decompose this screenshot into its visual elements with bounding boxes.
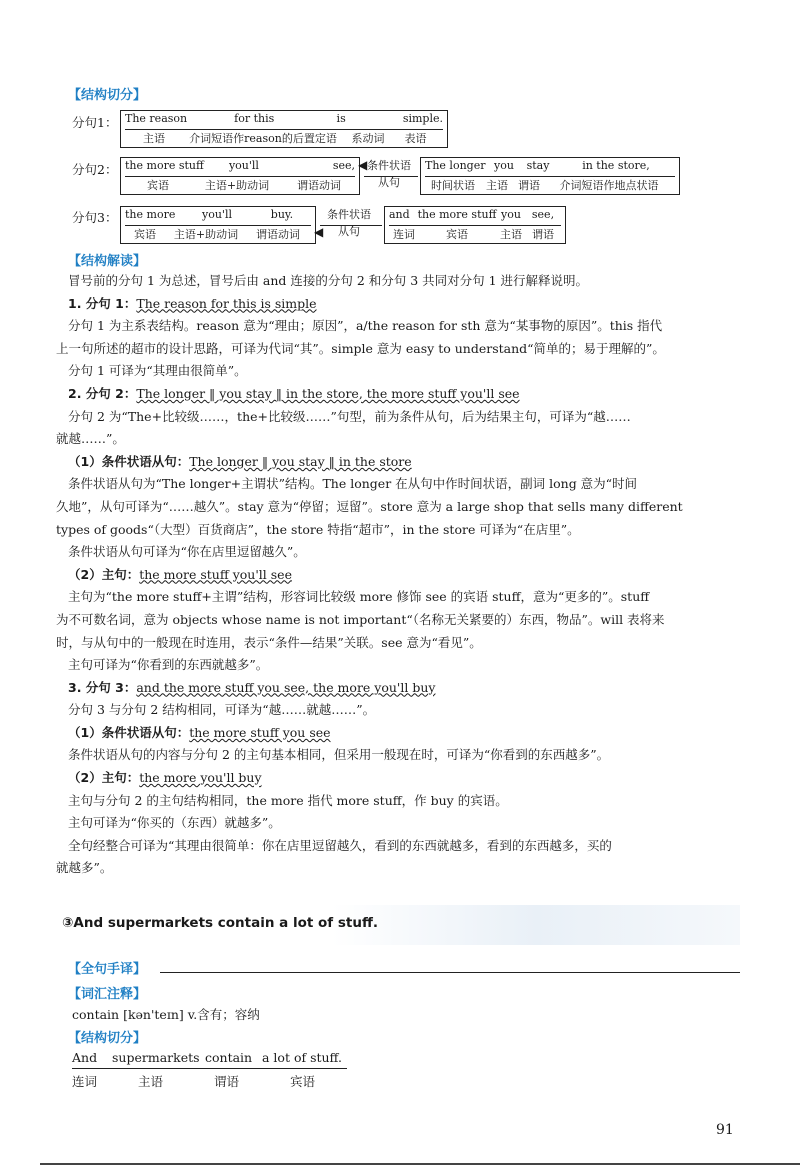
clause-3-main-box bbox=[120, 206, 316, 244]
underlined-sentence: the more stuff you'll see bbox=[139, 566, 292, 582]
clause-1-label: 分句1： bbox=[72, 115, 118, 130]
paragraph-line: 条件状语从句为“The longer+主谓状”结构。The longer 在从句中作时间状语，副词 long 意为“时间 bbox=[68, 476, 638, 492]
clause-3-condition-box bbox=[384, 206, 566, 244]
clause-3-word: you bbox=[501, 208, 521, 221]
connector-line bbox=[364, 176, 418, 177]
clause-1-role: 介词短语作reason的后置定语 bbox=[189, 132, 337, 145]
sub-heading bbox=[68, 722, 748, 745]
clause-1-word: The reason bbox=[125, 112, 188, 125]
arrow-left-icon: ◀ bbox=[314, 225, 324, 239]
heading-label: （1）条件状语从句： bbox=[68, 453, 190, 469]
underlined-sentence: The longer ‖ you stay ‖ in the store bbox=[189, 453, 412, 469]
clause-2-word: see, bbox=[332, 159, 355, 172]
section-tag-reading: 【结构解读】 bbox=[68, 254, 147, 269]
clause-1-role: 系动词 bbox=[351, 132, 385, 145]
paragraph-line: 条件状语从句的内容与分句 2 的主句基本相同，但采用一般现在时，可译为“你看到的东西越多”。 bbox=[68, 747, 610, 763]
clause-3-word: and bbox=[389, 208, 410, 221]
sentence-3-word: a lot of stuff. bbox=[262, 1050, 342, 1065]
clause-2-role: 介词短语作地点状语 bbox=[559, 179, 659, 192]
clause-3-role: 主语 bbox=[500, 228, 522, 241]
connector-line bbox=[320, 225, 382, 226]
clause-1-role: 主语 bbox=[143, 132, 165, 145]
clause-3-word: see, bbox=[531, 208, 555, 221]
clause-2-word: you bbox=[494, 159, 514, 172]
clause-3-role: 谓语动词 bbox=[256, 228, 300, 241]
paragraph-line: 就越……”。 bbox=[56, 431, 125, 447]
heading-label: 2. 分句 2： bbox=[68, 385, 137, 401]
sentence-3-role: 谓语 bbox=[214, 1074, 240, 1089]
paragraph-line: types of goods“（大型）百货商店”，the store 特指“超市”，in the store 可译为“在店里”。 bbox=[56, 521, 580, 537]
heading-label: 1. 分句 1： bbox=[68, 295, 137, 311]
clause-3-role: 谓语 bbox=[532, 228, 554, 241]
paragraph-line: 分句 1 可译为“其理由很简单”。 bbox=[68, 363, 247, 379]
clause-3-word: the more bbox=[125, 208, 176, 221]
clause-2-main-box bbox=[120, 157, 360, 195]
clause-2-word: the more stuff bbox=[125, 159, 204, 172]
intro-text: 冒号前的分句 1 为总述，冒号后由 and 连接的分句 2 和分句 3 共同对分句 1 进行解释说明。 bbox=[68, 273, 589, 288]
paragraph-line: 分句 1 为主系表结构。reason 意为“理由；原因”，a/the reason for sth 意为“某事物的原因”。this 指代 bbox=[68, 318, 663, 334]
clause-2-word: you'll bbox=[228, 159, 259, 172]
clause-3-word: the more stuff bbox=[417, 208, 497, 221]
paragraph-line: 条件状语从句可译为“你在店里逗留越久”。 bbox=[68, 544, 306, 560]
clause-1-word: for this bbox=[234, 112, 275, 125]
clause-2-condition-note bbox=[360, 157, 418, 191]
clause-1-word: simple. bbox=[402, 112, 443, 125]
clause-3-role: 宾语 bbox=[446, 228, 468, 241]
condition-label: 从句 bbox=[338, 225, 360, 238]
sentence-3-role: 主语 bbox=[138, 1074, 164, 1089]
paragraph-line: 就越多”。 bbox=[56, 860, 113, 876]
paragraph-line: 时，与从句中的一般现在时连用，表示“条件—结果”关联。see 意为“看见”。 bbox=[56, 634, 482, 650]
clause-3-role: 主语+助动词 bbox=[173, 228, 239, 241]
paragraph-line: 主句与分句 2 的主句结构相同，the more 指代 more stuff，作 buy 的宾语。 bbox=[68, 792, 508, 808]
reading-body bbox=[56, 270, 748, 880]
sentence-3-word: contain bbox=[205, 1050, 253, 1065]
clause-1-heading bbox=[68, 293, 748, 316]
sentence-3: ③And supermarkets contain a lot of stuff. bbox=[62, 915, 379, 931]
paragraph-line: 全句经整合可译为“其理由很简单：你在店里逗留越久，看到的东西就越多，看到的东西越多，买的 bbox=[68, 837, 612, 853]
section-tag-struct-2: 【结构切分】 bbox=[68, 1031, 147, 1046]
sub-heading bbox=[68, 451, 748, 474]
arrow-left-icon: ◀ bbox=[358, 158, 368, 172]
clause-3-role: 宾语 bbox=[134, 228, 156, 241]
heading-label: （1）条件状语从句： bbox=[68, 724, 190, 740]
paragraph-line: 分句 3 与分句 2 结构相同，可译为“越……就越……”。 bbox=[68, 702, 376, 718]
paragraph-line: 主句为“the more stuff+主谓”结构，形容词比较级 more 修饰 see 的宾语 stuff，意为“更多的”。stuff bbox=[68, 589, 650, 605]
clause-1-box bbox=[120, 110, 448, 148]
clause-2-heading bbox=[68, 383, 748, 406]
underlined-sentence: the more you'll buy bbox=[139, 770, 262, 786]
clause-3-word: buy. bbox=[270, 208, 294, 221]
underlined-sentence: and the more stuff you see, the more you'll buy bbox=[136, 679, 436, 695]
sentence-3-word: supermarkets bbox=[112, 1050, 200, 1065]
clause-1-word: is bbox=[336, 112, 346, 125]
sub-heading bbox=[68, 564, 748, 587]
heading-label: （2）主句： bbox=[68, 770, 140, 786]
clause-3-label: 分句3： bbox=[72, 210, 118, 225]
clause-3-role: 连词 bbox=[393, 228, 415, 241]
clause-1-role: 表语 bbox=[404, 132, 427, 145]
section-tag-structure: 【结构切分】 bbox=[68, 88, 147, 103]
clause-2-label: 分句2： bbox=[72, 162, 118, 177]
clause-2-role: 主语 bbox=[486, 179, 508, 192]
page-number: 91 bbox=[716, 1122, 734, 1138]
underlined-sentence: The reason for this is simple bbox=[136, 295, 317, 311]
condition-label: 条件状语 bbox=[367, 159, 411, 172]
clause-2-word: stay bbox=[526, 159, 550, 172]
clause-2-role: 宾语 bbox=[147, 179, 169, 192]
page-bottom-rule bbox=[40, 1163, 800, 1165]
clause-2-role: 谓语动词 bbox=[297, 179, 341, 192]
section-tag-translate: 【全句手译】 bbox=[68, 962, 147, 977]
condition-label: 条件状语 bbox=[327, 208, 371, 221]
paragraph-line: 主句可译为“你看到的东西就越多”。 bbox=[68, 657, 269, 673]
paragraph-line: 分句 2 为“The+比较级……，the+比较级……”句型，前为条件从句，后为结果主句，可译为“越…… bbox=[68, 408, 631, 424]
clause-3-condition-note bbox=[316, 206, 382, 240]
struct-divider bbox=[72, 1068, 347, 1069]
clause-2-role: 主语+助动词 bbox=[204, 179, 270, 192]
paragraph-line: 久地”，从句可译为“……越久”。stay 意为“停留；逗留”。store 意为 a large shop that sells many different bbox=[56, 498, 683, 514]
clause-2-condition-box bbox=[420, 157, 680, 195]
underlined-sentence: The longer ‖ you stay ‖ in the store, the more stuff you'll see bbox=[136, 385, 520, 401]
vocab-entry: contain [kən'teɪn] v.含有；容纳 bbox=[72, 1007, 260, 1022]
paragraph-line: 主句可译为“你买的（东西）就越多”。 bbox=[68, 815, 281, 831]
sentence-3-role: 宾语 bbox=[290, 1074, 316, 1089]
clause-2-role: 谓语 bbox=[518, 179, 540, 192]
heading-label: 3. 分句 3： bbox=[68, 679, 137, 695]
condition-label: 从句 bbox=[378, 176, 400, 189]
translation-blank[interactable] bbox=[160, 972, 740, 973]
paragraph-line: 上一句所述的超市的设计思路，可译为代词“其”。simple 意为 easy to understand“简单的；易于理解的”。 bbox=[56, 340, 665, 356]
sentence-3-role: 连词 bbox=[72, 1074, 98, 1089]
paragraph-line: 为不可数名词，意为 objects whose name is not important“（名称无关紧要的）东西，物品”。will 表将来 bbox=[56, 611, 665, 627]
section-tag-vocab: 【词汇注释】 bbox=[68, 987, 147, 1002]
sub-heading bbox=[68, 767, 748, 790]
underlined-sentence: the more stuff you see bbox=[189, 724, 331, 740]
heading-label: （2）主句： bbox=[68, 566, 140, 582]
clause-2-word: in the store, bbox=[582, 159, 650, 172]
clause-2-role: 时间状语 bbox=[431, 179, 475, 192]
clause-2-word: The longer bbox=[425, 159, 486, 172]
sentence-3-word: And bbox=[72, 1050, 98, 1065]
clause-3-heading bbox=[68, 677, 748, 700]
clause-3-word: you'll bbox=[202, 208, 232, 221]
